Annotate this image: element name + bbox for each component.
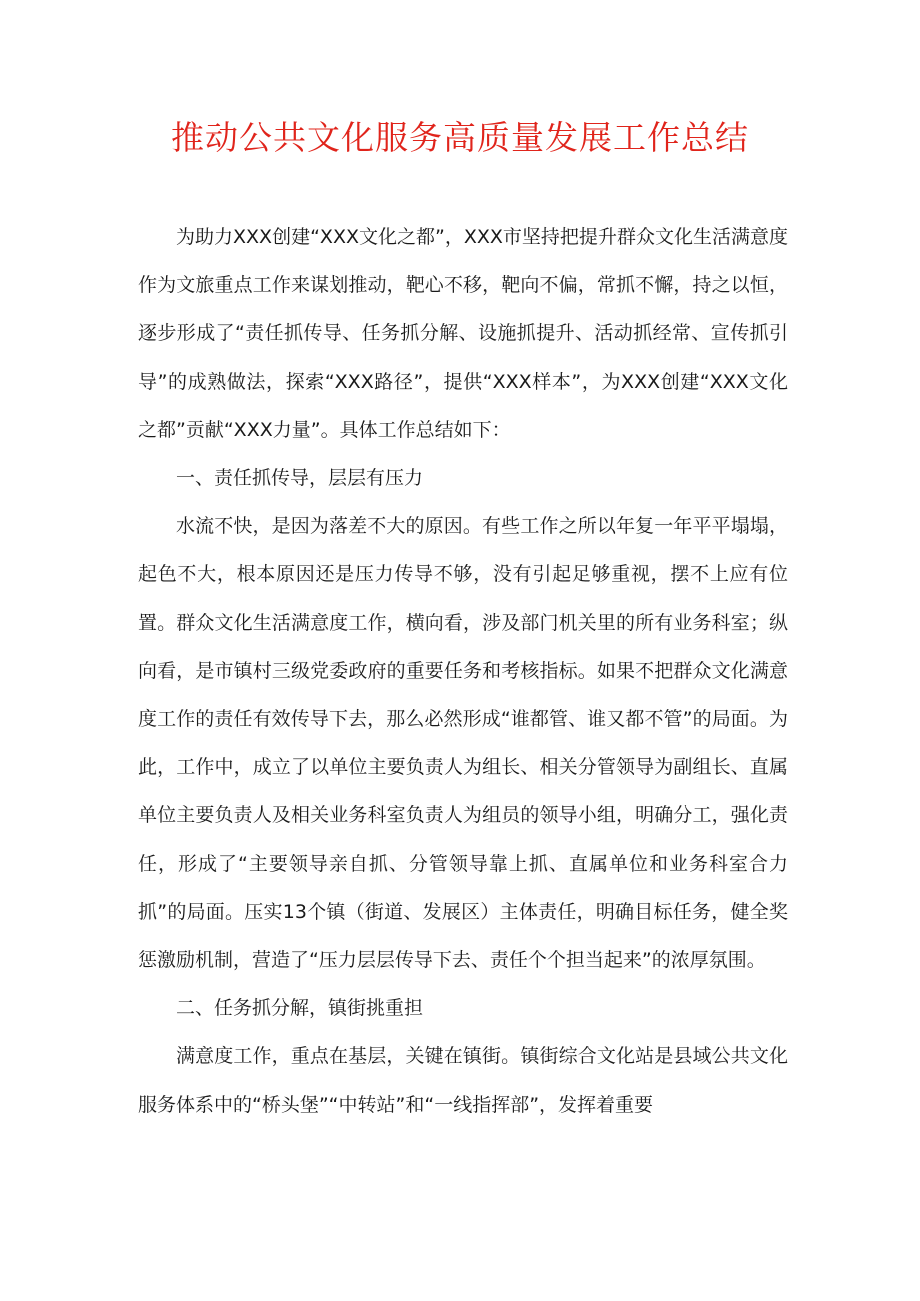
section-2-paragraph: 满意度工作，重点在基层，关键在镇街。镇街综合文化站是县域公共文化服务体系中的“桥头堡”“中转站”和“一线指挥部”，发挥着重要 (138, 1045, 788, 1116)
section-1-paragraph: 水流不快，是因为落差不大的原因。有些工作之所以年复一年平平塌塌，起色不大，根本原因还是压力传导不够，没有引起足够重视，摆不上应有位置。群众文化生活满意度工作，横向看，涉及部门机关里的所有业务科室；纵向看，是市镇村三级党委政府的重要任务和考核指标。如果不把群众文化满意度工作的责任有效传导下去，那么必然形成“谁都管、谁又都不管”的局面。为此，工作中，成立了以单位主要负责人为组长、相关分管领导为副组长、直属单位主要负责人及相关业务科室负责人为组员的领导小组，明确分工，强化责任，形成了“主要领导亲自抓、分管领导靠上抓、直属单位和业务科室合力抓”的局面。压实13个镇（街道、发展区）主体责任，明确目标任务，健全奖惩激励机制，营造了“压力层层传导下去、责任个个担当起来”的浓厚氛围。 (138, 515, 788, 972)
document-body (138, 213, 788, 1129)
document-title: 推动公共文化服务高质量发展工作总结 (171, 118, 749, 157)
section-heading-1: 一、责任抓传导，层层有压力 (176, 467, 424, 490)
section-heading-2: 二、任务抓分解，镇街挑重担 (176, 997, 424, 1020)
intro-paragraph: 为助力XXX创建“XXX文化之都”，XXX市坚持把提升群众文化生活满意度作为文旅重点工作来谋划推动，靶心不移，靶向不偏，常抓不懈，持之以恒，逐步形成了“责任抓传导、任务抓分解、设施抓提升、活动抓经常、宣传抓引导”的成熟做法，探索“XXX路径”，提供“XXX样本”，为XXX创建“XXX文化之都”贡献“XXX力量”。具体工作总结如下： (138, 226, 788, 441)
